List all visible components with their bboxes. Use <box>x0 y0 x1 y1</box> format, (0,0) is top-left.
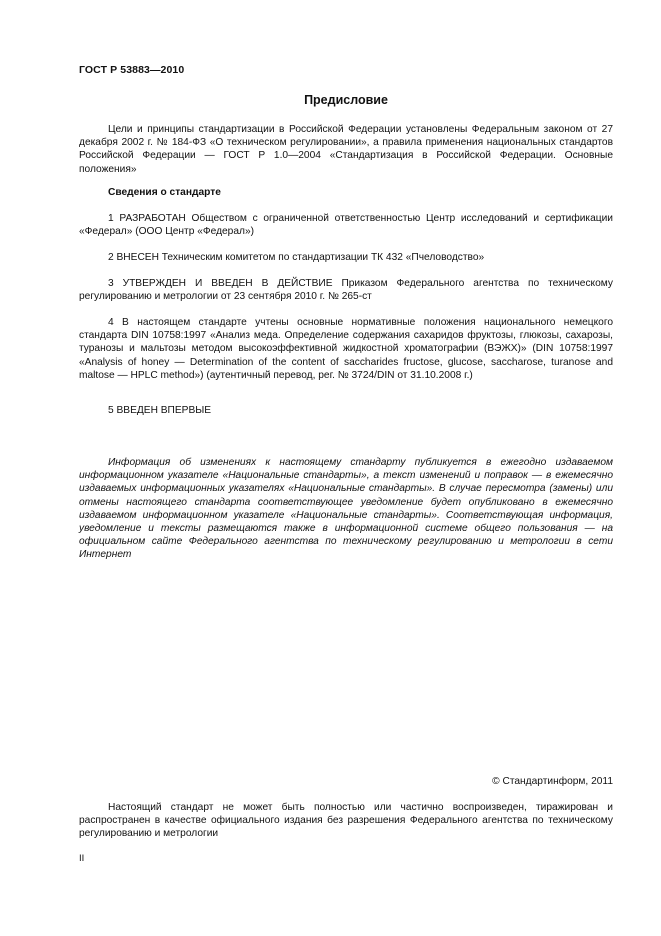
item-approved: 3 УТВЕРЖДЕН И ВВЕДЕН В ДЕЙСТВИЕ Приказом Федерального агентства по техническому регулированию и метрологии от 23 сентября 2010 г. № 265-ст <box>79 278 613 303</box>
item-based-on: 4 В настоящем стандарте учтены основные нормативные положения национального немецкого стандарта DIN 10758:1997 «Анализ меда. Определение содержания сахаридов фруктозы, глюкозы, сахарозы, туранозы и мальтозы методом высокоэффективной жидкостной хроматографии (ВЭЖХ)» (DIN 10758:1997 «Analysis of honey — Determination of the content of saccharides fructose, glucose, saccharose, turanose and maltose — HPLC method») (аутентичный перевод, рег. № 3724/DIN от 31.10.2008 г.) <box>79 317 613 381</box>
intro-paragraph: Цели и принципы стандартизации в Российской Федерации установлены Федеральным законом от 27 декабря 2002 г. № 184-ФЗ «О техническом регулировании», а правила применения национальных стандартов Российской Федерации — ГОСТ Р 1.0—2004 «Стандартизация в Российской Федерации. Основные положения» <box>79 124 613 175</box>
page-number: II <box>79 853 85 864</box>
standard-info-heading: Сведения о стандарте <box>108 187 221 198</box>
item-introduced-by: 2 ВНЕСЕН Техническим комитетом по стандартизации ТК 432 «Пчеловодство» <box>108 252 485 263</box>
page-title: Предисловие <box>304 93 388 107</box>
copyright-notice: © Стандартинформ, 2011 <box>492 776 613 787</box>
document-code: ГОСТ Р 53883—2010 <box>79 64 185 76</box>
item-developed: 1 РАЗРАБОТАН Обществом с ограниченной ответственностью Центр исследований и сертификации «Федерал» (ООО Центр «Федерал») <box>79 213 613 238</box>
item-first-introduced: 5 ВВЕДЕН ВПЕРВЫЕ <box>108 405 212 416</box>
reproduction-notice: Настоящий стандарт не может быть полностью или частично воспроизведен, тиражирован и распространен в качестве официального издания без разрешения Федерального агентства по техническому регулированию и метрологии <box>79 802 613 840</box>
info-notice: Информация об изменениях к настоящему стандарту публикуется в ежегодно издаваемом информационном указателе «Национальные стандарты», а текст изменений и поправок — в ежемесячно издаваемых информационных указателях «Национальные стандарты». В случае пересмотра (замены) или отмены настоящего стандарта соответствующее уведомление будет опубликовано в ежемесячно издаваемом информационном указателе «Национальные стандарты». Соответствующая информация, уведомление и тексты размещаются также в информационной системе общего пользования — на официальном сайте Федерального агентства по техническому регулированию и метрологии в сети Интернет <box>79 457 613 561</box>
